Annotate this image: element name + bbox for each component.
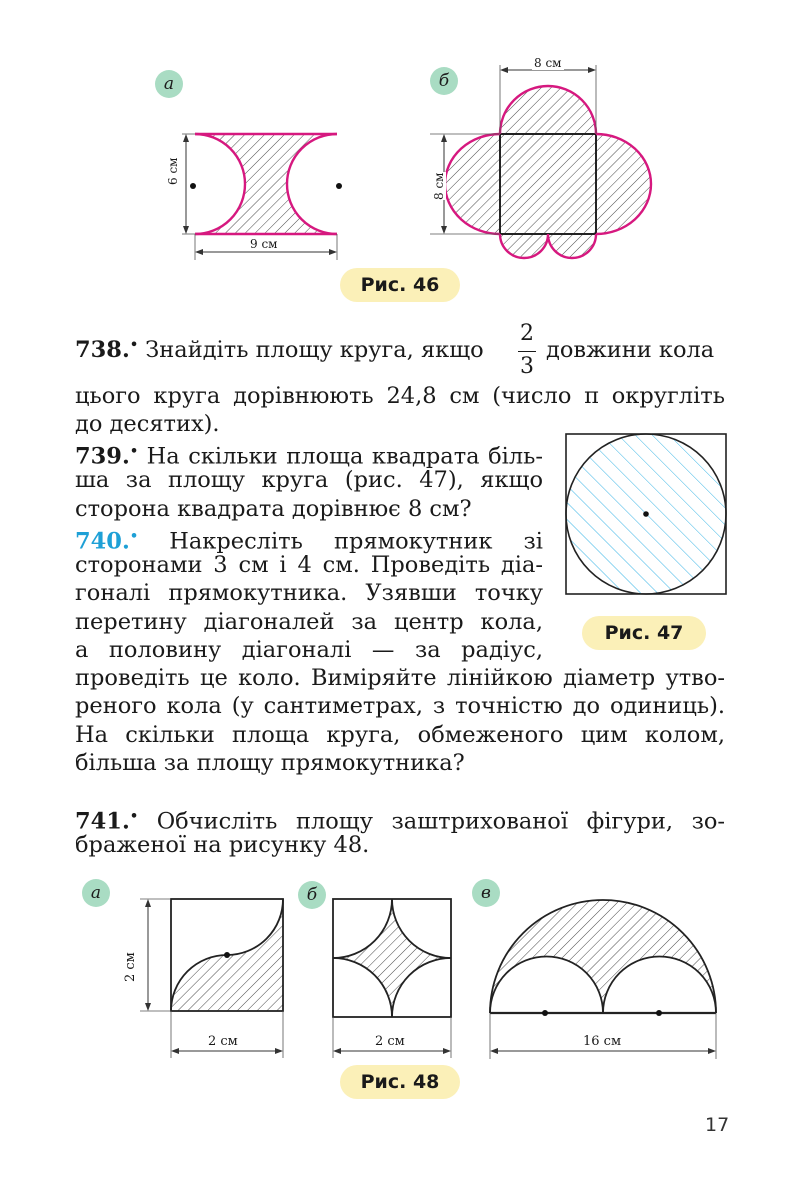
fig48-label-v: в — [472, 879, 500, 907]
problem-740-line4: перетину діагоналей за центр кола, — [75, 608, 543, 635]
problem-739-star: • — [129, 444, 139, 459]
problem-741-text1: Обчисліть площу заштрихованої фігури, зо- — [156, 808, 725, 835]
problem-740-line9: більша за площу прямокутника? — [75, 749, 465, 776]
problem-739-line3: сторона квадрата дорівнює 8 см? — [75, 495, 472, 522]
fig48-label-b: б — [298, 881, 326, 909]
fig48a-width-label: 2 см — [208, 1034, 238, 1049]
problem-740-line6: проведіть це коло. Виміряйте лінійкою діаметр утво- — [75, 665, 725, 691]
fig47-drawing — [565, 433, 727, 595]
page-number: 17 — [705, 1114, 730, 1136]
fig47-caption: Рис. 47 — [582, 616, 706, 650]
problem-738-number: 738. — [75, 337, 130, 363]
problem-740-line8: На скільки площа круга, обмеженого цим колом, — [75, 721, 725, 748]
problem-740-continued — [75, 664, 725, 777]
fraction-numerator: 2 — [520, 321, 534, 346]
problem-738-line3: до десятих). — [75, 411, 220, 438]
problem-740-text1: Накресліть прямокутник зі — [169, 528, 543, 555]
problem-738-text-before: Знайдіть площу круга, якщо — [145, 337, 484, 363]
fig46-label-a: а — [155, 70, 183, 98]
fig46-caption: Рис. 46 — [340, 268, 460, 302]
problem-741-number: 741. — [75, 808, 130, 835]
problem-738-body — [75, 382, 725, 439]
problem-739-number: 739. — [75, 443, 130, 470]
fig46b-side-label: 8 см — [432, 172, 446, 200]
fig48-caption: Рис. 48 — [340, 1065, 460, 1099]
problem-741-star: • — [129, 809, 139, 824]
fig48a-height-label: 2 см — [123, 952, 138, 982]
problem-739-740-column — [75, 438, 543, 664]
problem-740-star: • — [129, 528, 139, 544]
fig46b-drawing — [430, 60, 660, 270]
problem-740-number: 740. — [75, 528, 130, 555]
problem-741-line2: браженої на рисунку 48. — [75, 832, 370, 859]
problem-740-line2: сторонами 3 см і 4 см. Проведіть діа- — [75, 552, 543, 579]
problem-739-text1: На скільки площа квадрата біль- — [146, 443, 543, 470]
fig46a-height-label: 6 см — [166, 157, 180, 185]
fig48-label-a: а — [82, 879, 110, 907]
fig48a-drawing — [120, 890, 290, 1065]
fig46b-top-label: 8 см — [534, 56, 562, 70]
problem-738-line2: цього круга дорівнюють 24,8 см (число π округліть — [75, 383, 725, 409]
problem-739-line2: ша за площу круга (рис. 47), якщо — [75, 467, 543, 494]
problem-741-line1 — [75, 803, 725, 835]
problem-738-line1 — [75, 337, 484, 363]
fig46a-width-label: 9 см — [250, 237, 278, 251]
problem-740-line5: а половину діагоналі — за радіус, — [75, 637, 543, 664]
problem-740-line3: гоналі прямокутника. Узявши точку — [75, 580, 543, 607]
problem-740-line7: реного кола (у сантиметрах, з точністю до одиниць). — [75, 693, 725, 720]
problem-739-line1 — [75, 438, 543, 470]
fraction-bar — [518, 351, 536, 352]
problem-738-star: • — [129, 337, 139, 353]
fig46-label-b: б — [430, 67, 458, 95]
problem-741-body — [75, 803, 725, 860]
problem-738-text-after: довжини кола — [546, 337, 715, 363]
problem-740-line1 — [75, 523, 543, 555]
fraction-denominator: 3 — [520, 354, 534, 379]
fig48b-width-label: 2 см — [375, 1034, 405, 1049]
fig48v-width-label: 16 см — [580, 1034, 624, 1049]
